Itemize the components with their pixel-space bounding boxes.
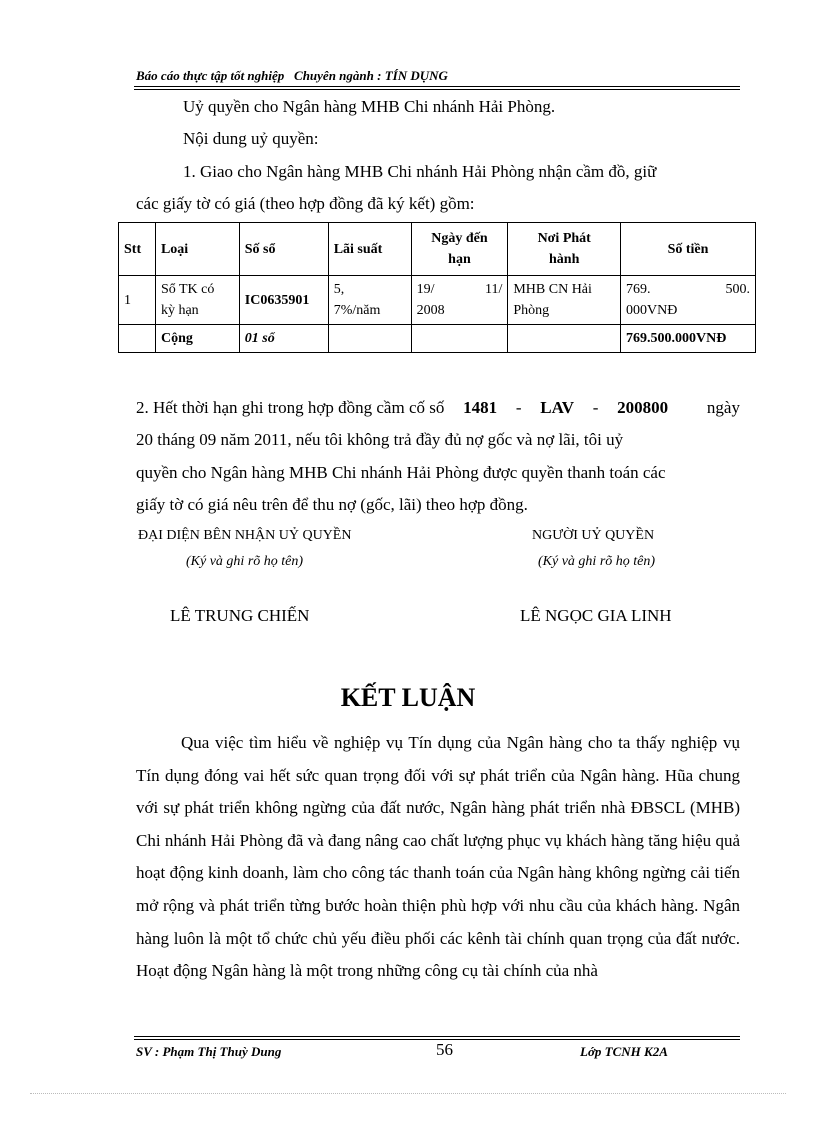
table-header-row [119, 223, 756, 276]
signature-left-title: ĐẠI DIỆN BÊN NHẬN UỶ QUYỀN [138, 528, 352, 543]
page-bottom-dotted-line [30, 1093, 786, 1094]
signature-left-note: (Ký và ghi rõ họ tên) [186, 554, 304, 569]
total-so-tien: 769.500.000VNĐ [621, 325, 756, 353]
signature-left-name: LÊ TRUNG CHIẾN [170, 606, 310, 625]
securities-table [118, 222, 756, 353]
col-loai: Loại [155, 223, 239, 276]
cell-ngay: 19/ 11/ 2008 [411, 276, 508, 325]
clause2-line-1: 2. Hết thời hạn ghi trong hợp đồng cầm cố số 1481 - LAV - 200800 ngày [136, 398, 740, 417]
page-header [136, 68, 740, 84]
footer-rule-thin [134, 1036, 740, 1037]
total-label: Cộng [155, 325, 239, 353]
header-rule [134, 86, 740, 87]
col-so-tien: Số tiền [621, 223, 756, 276]
table-total-row [119, 325, 756, 353]
cell-so-so: IC0635901 [239, 276, 328, 325]
col-noi-phat-hanh [508, 223, 621, 276]
intro-line-1: Uỷ quyền cho Ngân hàng MHB Chi nhánh Hải Phòng. [183, 97, 556, 116]
header-rule-thin [134, 89, 740, 90]
col-noi-line2: hành [549, 252, 580, 267]
signature-right-title: NGƯỜI UỶ QUYỀN [532, 528, 655, 543]
table-row [119, 276, 756, 325]
conclusion-text: Qua việc tìm hiểu về nghiệp vụ Tín dụng của Ngân hàng cho ta thấy nghiệp vụ Tín dụng đóng vai hết sức quan trọng đối với sự phát triển của Ngân hàng. Hũa chung với sự phát triển không ngừng của đất nước, Ngân hàng phát triển nhà ĐBSCL (MHB) Chi nhánh Hải Phòng đã và đang nâng cao chất lượng phục vụ khách hàng tăng hiệu quả hoạt động kinh doanh, làm cho công tác thanh toán của Ngân hàng không ngừng cải tiến mở rộng và phát triển từng bước hoàn thiện phù hợp với nhu cầu của khách hàng. Ngân hàng luôn là một tổ chức chủ yếu điều phối các kênh tài chính quan trọng của đất nước. Hoạt động Ngân hàng là một trong những công cụ tài chính của nhà [136, 733, 740, 981]
col-so-so: Số sổ [239, 223, 328, 276]
conclusion-title: KẾT LUẬN [340, 683, 476, 712]
header-left: Báo cáo thực tập tốt nghiệp [136, 68, 285, 83]
col-ngay-line1: Ngày đến [431, 231, 488, 246]
col-ngay-den-han [411, 223, 508, 276]
intro-line-3: 1. Giao cho Ngân hàng MHB Chi nhánh Hải Phòng nhận cầm đồ, giữ [183, 162, 657, 181]
signature-right-name: LÊ NGỌC GIA LINH [520, 606, 672, 625]
intro-line-4: các giấy tờ có giá (theo hợp đồng đã ký kết) gồm: [136, 194, 475, 213]
conclusion-paragraph [136, 727, 740, 988]
cell-loai: Sổ TK có kỳ hạn [155, 276, 239, 325]
signature-right-note: (Ký và ghi rõ họ tên) [538, 554, 656, 569]
header-right: Chuyên ngành : TÍN DỤNG [294, 68, 448, 83]
page-number: 56 [436, 1040, 453, 1059]
intro-line-2: Nội dung uỷ quyền: [183, 129, 319, 148]
cell-tien: 769. 500. 000VNĐ [621, 276, 756, 325]
col-ngay-line2: hạn [448, 252, 471, 267]
col-lai-suat: Lãi suất [328, 223, 411, 276]
col-stt: Stt [119, 223, 156, 276]
clause2-line-2: 20 tháng 09 năm 2011, nếu tôi không trả đầy đủ nợ gốc và nợ lãi, tôi uỷ [136, 430, 624, 449]
cell-lai-suat: 5, 7%/năm [328, 276, 411, 325]
footer-student: SV : Phạm Thị Thuỳ Dung [136, 1044, 282, 1059]
cell-noi: MHB CN Hải Phòng [508, 276, 621, 325]
clause2-line-4: giấy tờ có giá nêu trên để thu nợ (gốc, lãi) theo hợp đồng. [136, 495, 528, 514]
footer-class: Lớp TCNH K2A [580, 1044, 668, 1059]
clause2-line-3: quyền cho Ngân hàng MHB Chi nhánh Hải Phòng được quyền thanh toán các [136, 463, 666, 482]
col-noi-line1: Nơi Phát [537, 231, 591, 246]
cell-stt: 1 [119, 276, 156, 325]
total-so-so: 01 sổ [239, 325, 328, 353]
